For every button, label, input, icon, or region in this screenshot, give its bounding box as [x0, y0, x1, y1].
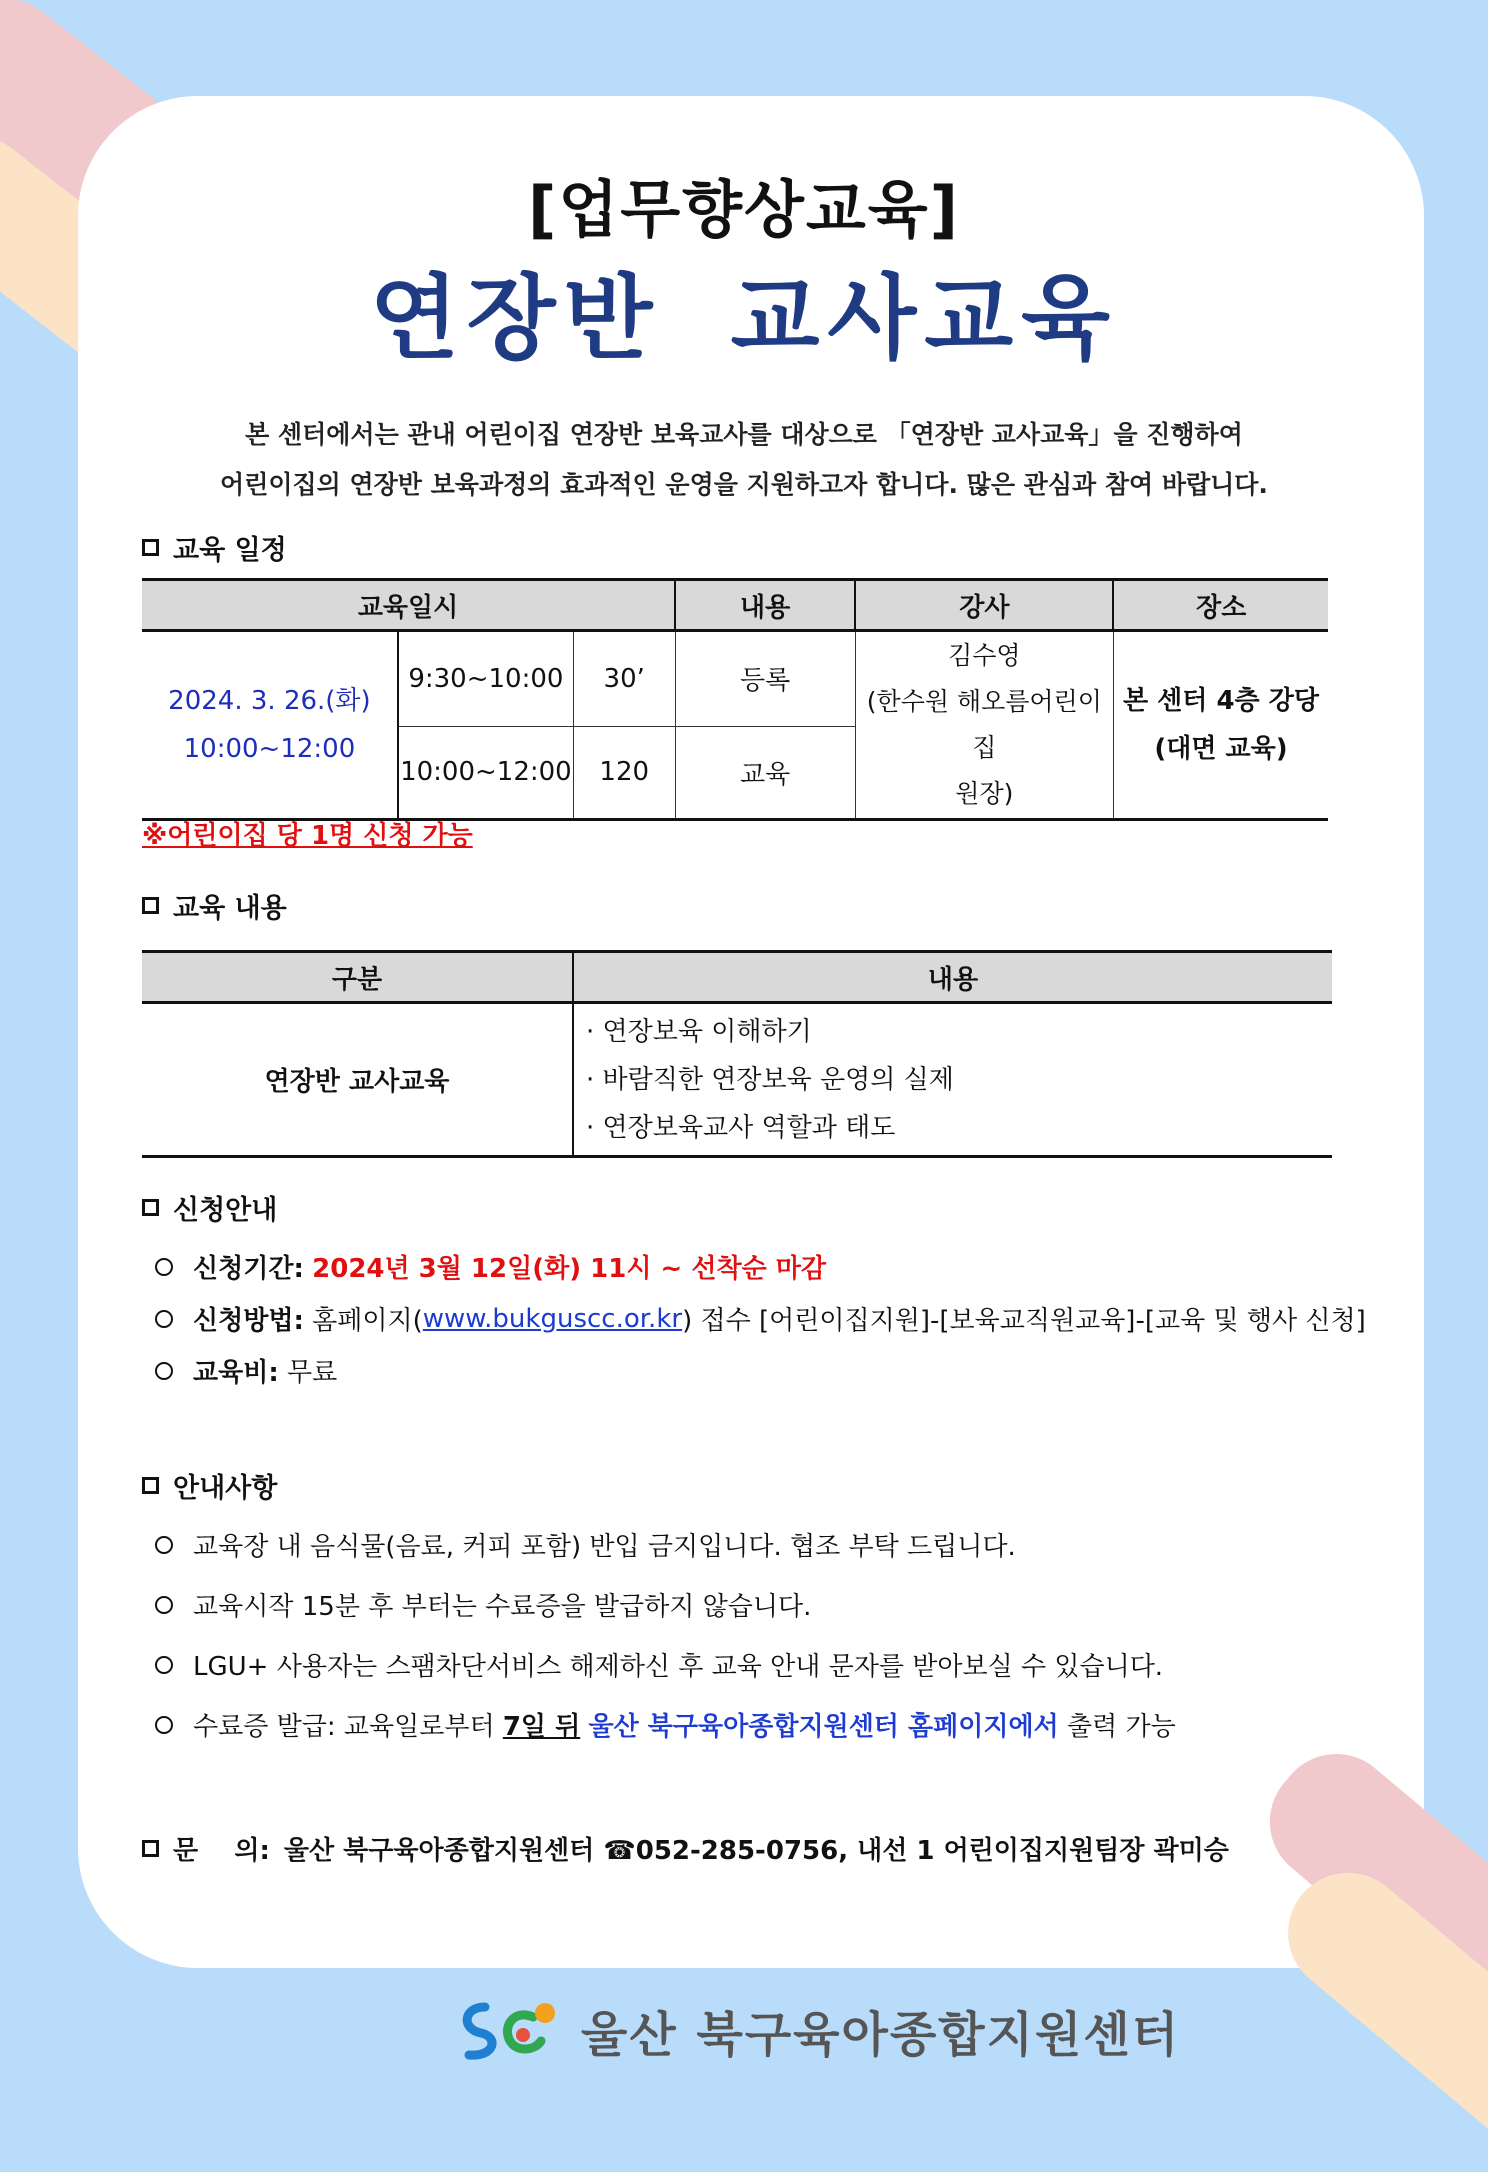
circle-bullet-icon	[155, 1716, 173, 1734]
circle-bullet-icon	[155, 1536, 173, 1554]
schedule-header-datetime: 교육일시	[142, 580, 675, 631]
content-header-category: 구분	[142, 952, 573, 1003]
intro-line: 어린이집의 연장반 보육과정의 효과적인 운영을 지원하고자 합니다. 많은 관심과 참여 바랍니다.	[220, 470, 1268, 499]
section-content	[142, 886, 287, 925]
notice-item-certificate: 수료증 발급: 교육일로부터 7일 뒤 울산 북구육아종합지원센터 홈페이지에서 출력 가능	[155, 1706, 1176, 1743]
schedule-time: 10:00~12:00	[183, 734, 356, 764]
notice-item: 교육시작 15분 후 부터는 수료증을 발급하지 않습니다.	[155, 1586, 811, 1623]
circle-bullet-icon	[155, 1310, 173, 1328]
schedule-header-place: 장소	[1113, 580, 1328, 631]
instructor-name: 김수영	[948, 641, 1021, 670]
list-item: · 연장보육교사 역할과 태도	[586, 1112, 896, 1143]
section-heading: 안내사항	[173, 1473, 278, 1504]
schedule-header-instructor: 강사	[855, 580, 1113, 631]
footer-logo	[455, 1995, 1180, 2065]
fee-label: 교육비:	[193, 1358, 279, 1388]
content-header-detail: 내용	[573, 952, 1332, 1003]
category-title: [업무향상교육]	[527, 173, 961, 246]
content-items	[573, 1003, 1332, 1157]
list-item: · 바람직한 연장보육 운영의 실제	[586, 1064, 954, 1095]
instructor-role: 원장)	[955, 779, 1014, 808]
section-heading: 교육 내용	[173, 893, 287, 924]
homepage-link[interactable]: www.bukguscc.or.kr	[422, 1303, 683, 1334]
section-application	[142, 1188, 277, 1227]
checkbox-square-icon	[142, 1199, 159, 1216]
schedule-date: 2024. 3. 26.(화)	[168, 686, 371, 716]
circle-bullet-icon	[155, 1596, 173, 1614]
method-suffix: ) 접수 [어린이집지원]-[보육교직원교육]-[교육 및 행사 신청]	[682, 1306, 1366, 1336]
schedule-instructor-cell	[855, 631, 1113, 820]
period-label: 신청기간:	[193, 1254, 304, 1284]
instructor-affiliation: (한수원 해오름어린이집	[866, 687, 1102, 762]
section-heading: 신청안내	[173, 1195, 278, 1226]
checkbox-square-icon	[142, 1840, 159, 1857]
content-category: 연장반 교사교육	[142, 1003, 573, 1157]
schedule-date-cell	[142, 631, 398, 820]
checkbox-square-icon	[142, 1477, 159, 1494]
schedule-row-time: 9:30~10:00	[398, 631, 573, 727]
cert-days: 7일 뒤	[502, 1712, 581, 1742]
contact-label: 문 의:	[173, 1836, 270, 1866]
schedule-place-cell	[1113, 631, 1328, 820]
schedule-row-duration: 30’	[573, 631, 675, 727]
application-method	[155, 1300, 1366, 1337]
checkbox-square-icon	[142, 539, 159, 556]
content-table	[142, 950, 1332, 1158]
circle-bullet-icon	[155, 1656, 173, 1674]
schedule-table	[142, 578, 1328, 821]
place-type: (대면 교육)	[1154, 734, 1288, 764]
intro-text	[0, 410, 1488, 510]
section-schedule	[142, 528, 287, 567]
method-label: 신청방법:	[193, 1306, 304, 1336]
footer-org-name: 울산 북구육아종합지원센터	[581, 2006, 1181, 2063]
schedule-row-content: 등록	[675, 631, 855, 727]
intro-line: 본 센터에서는 관내 어린이집 연장반 보육교사를 대상으로 「연장반 교사교육」을 진행하여	[245, 420, 1243, 449]
period-value: 2024년 3월 12일(화) 11시 ~ 선착순 마감	[312, 1254, 826, 1284]
section-notice	[142, 1466, 277, 1505]
circle-bullet-icon	[155, 1258, 173, 1276]
schedule-row-time: 10:00~12:00	[398, 726, 573, 819]
schedule-row-duration: 120	[573, 726, 675, 819]
method-prefix: 홈페이지(	[312, 1306, 423, 1336]
fee-value: 무료	[287, 1358, 338, 1388]
contact-line	[142, 1830, 1229, 1867]
schedule-note: ※어린이집 당 1명 신청 가능	[142, 821, 473, 851]
contact-text: 울산 북구육아종합지원센터 ☎052-285-0756, 내선 1 어린이집지원팀장 곽미승	[283, 1836, 1229, 1866]
application-fee	[155, 1352, 337, 1389]
notice-item: 교육장 내 음식물(음료, 커피 포함) 반입 금지입니다. 협조 부탁 드립니다.	[155, 1526, 1016, 1563]
page-title: 연장반 교사교육	[369, 265, 1119, 372]
list-item: · 연장보육 이해하기	[586, 1016, 812, 1047]
checkbox-square-icon	[142, 897, 159, 914]
notice-item: LGU+ 사용자는 스팸차단서비스 해제하신 후 교육 안내 문자를 받아보실 수 있습니다.	[155, 1646, 1163, 1683]
schedule-header-content: 내용	[675, 580, 855, 631]
section-heading: 교육 일정	[173, 535, 287, 566]
application-period	[155, 1248, 826, 1285]
cert-where: 울산 북구육아종합지원센터 홈페이지에서	[588, 1712, 1059, 1742]
circle-bullet-icon	[155, 1362, 173, 1380]
place-name: 본 센터 4층 강당	[1123, 686, 1319, 716]
schedule-row-content: 교육	[675, 726, 855, 819]
organization-logo-icon	[455, 1995, 565, 2065]
